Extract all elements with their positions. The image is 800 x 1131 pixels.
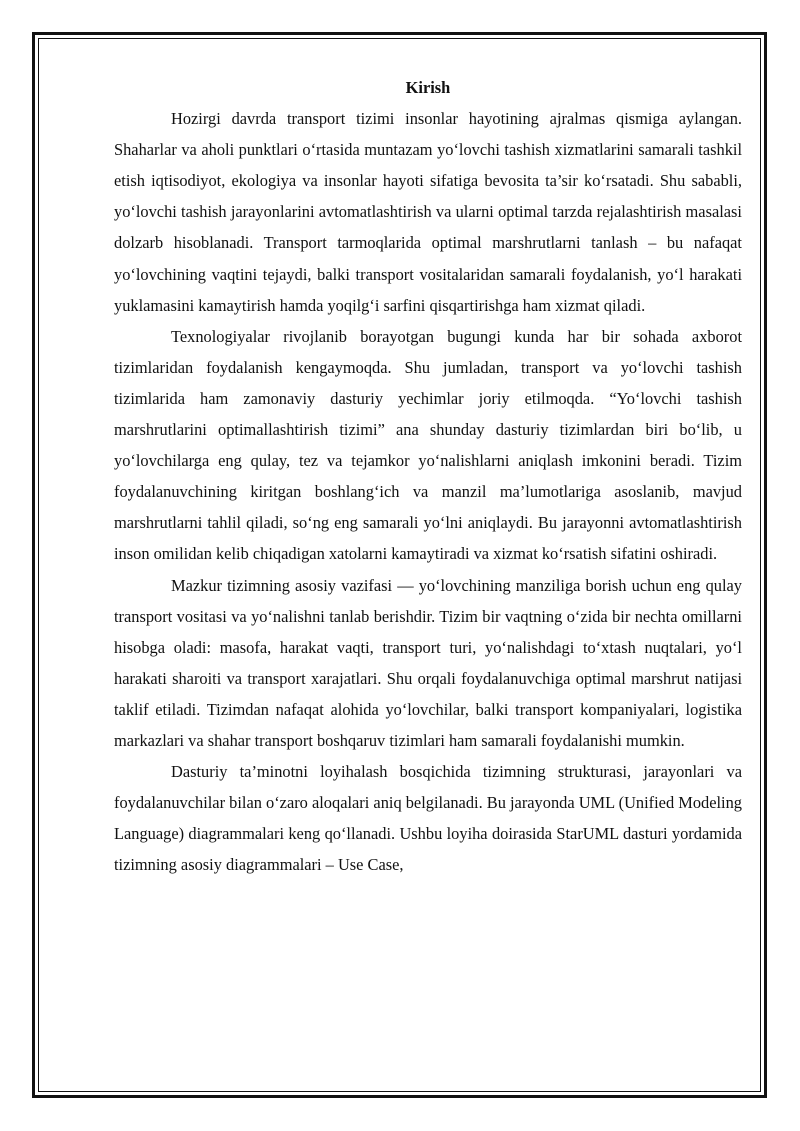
paragraph-3: Mazkur tizimning asosiy vazifasi — yo‘lovchining manziliga borish uchun eng qulay transport vositasi va yo‘nalishni tanlab berishdir. Tizim bir vaqtning o‘zida bir nechta omillarni hisobga oladi: masofa, harakat vaqti, transport turi, yo‘nalishdagi to‘xtash nuqtalari, yo‘l harakati sharoiti va transport xarajatlari. Shu orqali foydalanuvchiga optimal marshrut natijasi taklif etiladi. Tizimdan nafaqat alohida yo‘lovchilar, balki transport kompaniyalari, logistika markazlari va shahar transport boshqaruv tizimlari ham samarali foydalanishi mumkin. (114, 575, 742, 750)
document-title: Kirish (405, 78, 451, 97)
paragraph-1: Hozirgi davrda transport tizimi insonlar hayotining ajralmas qismiga aylangan. Shaharlar va aholi punktlari o‘rtasida muntazam yo‘lovchi tashish xizmatlarini samarali tashkil etish iqtisodiyot, ekologiya va insonlar hayoti sifatiga bevosita ta’sir ko‘rsatadi. Shu sababli, yo‘lovchi tashish jarayonlarini avtomatlashtirish va ularni optimal tarzda rejalashtirish masalasi dolzarb hisoblanadi. Transport tarmoqlarida optimal marshrutlarni tanlash – bu nafaqat yo‘lovchining vaqtini tejaydi, balki transport vositalaridan samarali foydalanish, yo‘l harakati yuklamasini kamaytirish hamda yoqilg‘i sarfini qisqartirishga ham xizmat qiladi. (114, 109, 742, 315)
paragraph-2: Texnologiyalar rivojlanib borayotgan bugungi kunda har bir sohada axborot tizimlaridan foydalanish kengaymoqda. Shu jumladan, transport va yo‘lovchi tashish tizimlarida ham zamonaviy dasturiy yechimlar joriy etilmoqda. “Yo‘lovchi tashish marshrutlarini optimallashtirish tizimi” ana shunday dasturiy tizimlardan biri bo‘lib, u yo‘lovchilarga eng qulay, tez va tejamkor yo‘nalishlarni aniqlash imkonini beradi. Tizim foydalanuvchining kiritgan boshlang‘ich va manzil ma’lumotlariga asoslanib, mavjud marshrutlarni tahlil qiladi, so‘ng eng samarali yo‘lni aniqlaydi. Bu jarayonni avtomatlashtirish inson omilidan kelib chiqadigan xatolarni kamaytiradi va xizmat ko‘rsatish sifatini oshiradi. (114, 326, 742, 564)
paragraph-4: Dasturiy ta’minotni loyihalash bosqichida tizimning strukturasi, jarayonlari va foydalanuvchilar bilan o‘zaro aloqalari aniq belgilanadi. Bu jarayonda UML (Unified Modeling Language) diagrammalari keng qo‘llanadi. Ushbu loyiha doirasida StarUML dasturi yordamida tizimning asosiy diagrammalari – Use Case, (114, 762, 742, 875)
document-body (114, 72, 742, 880)
